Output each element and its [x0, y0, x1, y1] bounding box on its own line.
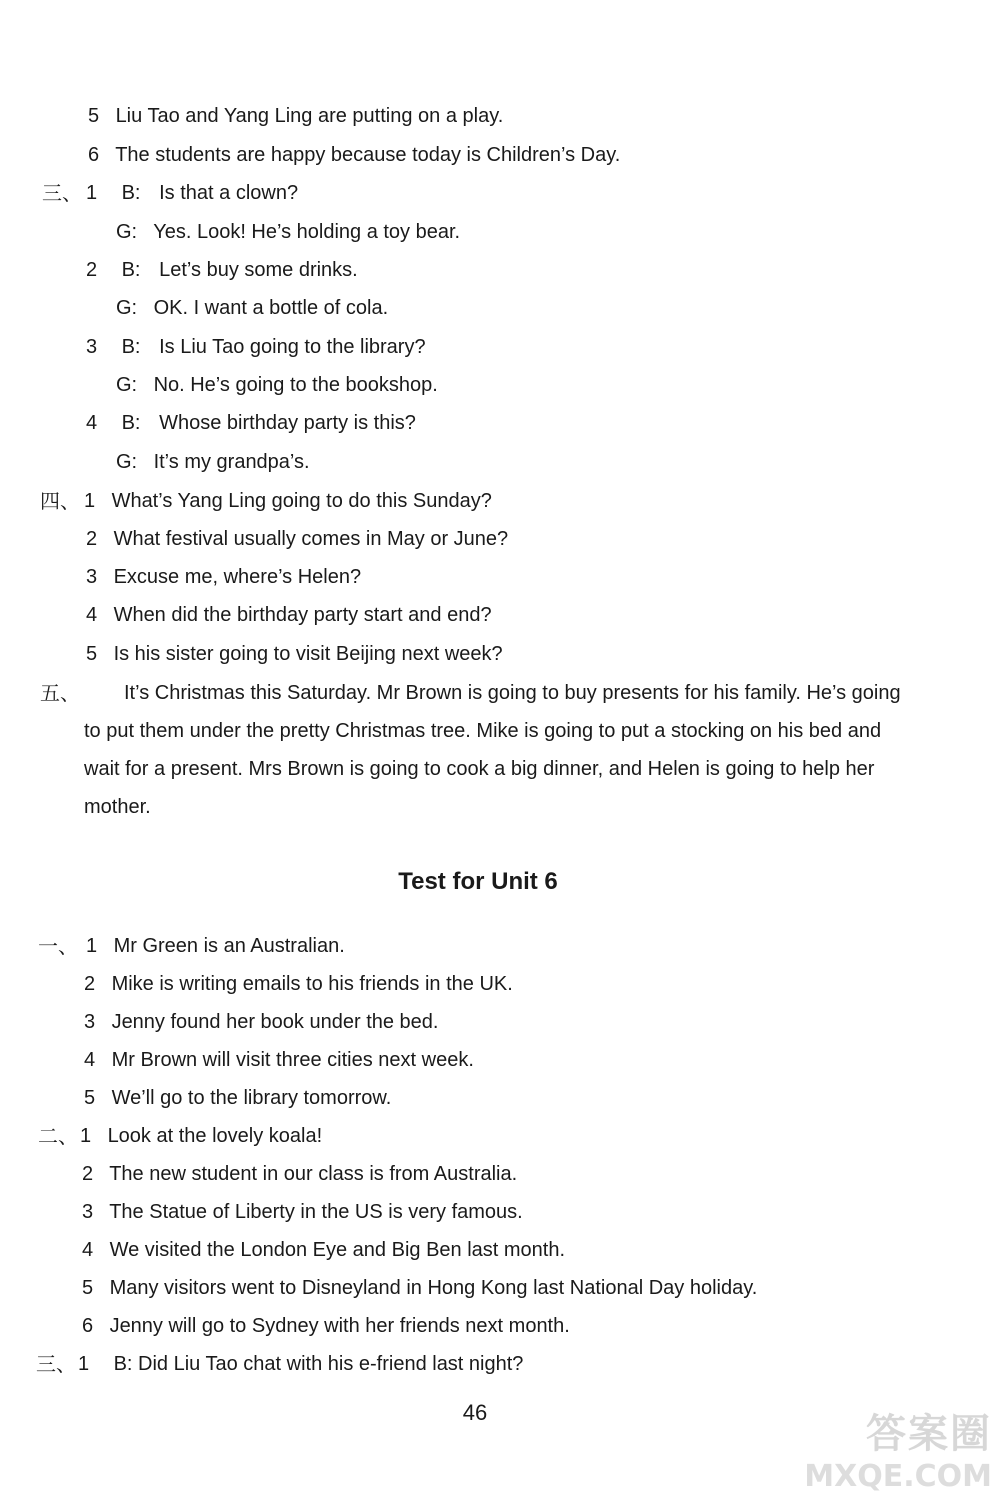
answer-text: Mr Green is an Australian.: [113, 935, 345, 957]
section-marker: 一、: [38, 934, 78, 958]
answer-text: We’ll go to the library tomorrow.: [111, 1087, 392, 1109]
item-number: 2: [84, 973, 96, 995]
speaker-label: G:: [116, 374, 138, 396]
watermark-top-text: 答案圈: [866, 1411, 992, 1457]
item-number: 4: [82, 1239, 94, 1261]
item-number: 3: [86, 566, 98, 588]
answer-line: [84, 1086, 391, 1110]
dialogue-line: [86, 181, 298, 205]
section-marker: 三、: [36, 1352, 76, 1376]
answer-text: We visited the London Eye and Big Ben last month.: [109, 1239, 566, 1261]
item-number: 6: [88, 144, 100, 166]
item-number: 4: [86, 412, 98, 434]
answer-text: The Statue of Liberty in the US is very famous.: [109, 1201, 523, 1223]
answer-text: Look at the lovely koala!: [107, 1125, 323, 1147]
item-number: 5: [88, 105, 100, 127]
item-number: 1: [84, 490, 96, 512]
dialogue-text: No. He’s going to the bookshop.: [153, 374, 438, 396]
answer-text: Liu Tao and Yang Ling are putting on a play.: [115, 105, 504, 127]
answer-line: [82, 1162, 517, 1186]
answer-line: [88, 143, 620, 167]
answer-line: [86, 603, 492, 627]
listening-paragraph: It’s Christmas this Saturday. Mr Brown is going to buy presents for his family. He’s going to put them under the pretty Christmas tree. Mike is going to put a stocking on his bed and wait for a present. Mrs Brown is going to cook a big dinner, and Helen is going to help her mother.: [84, 682, 901, 818]
dialogue-line: [116, 450, 310, 474]
answer-text: Jenny found her book under the bed.: [111, 1011, 439, 1033]
watermark-url-text: MXQE.COM: [804, 1459, 992, 1494]
dialogue-text: It’s my grandpa’s.: [153, 451, 310, 473]
answer-text: What festival usually comes in May or June?: [113, 528, 509, 550]
item-number: 1: [78, 1353, 90, 1375]
item-number: 4: [86, 604, 98, 626]
item-number: 3: [82, 1201, 94, 1223]
answer-line: [82, 1276, 757, 1300]
item-number: 3: [84, 1011, 96, 1033]
watermark-logo: [782, 1402, 992, 1494]
dialogue-text: Is that a clown?: [159, 182, 299, 204]
answer-line: [84, 489, 492, 513]
dialogue-line: [86, 258, 358, 282]
speaker-label: G:: [116, 297, 138, 319]
answer-text: What’s Yang Ling going to do this Sunday?: [111, 490, 492, 512]
item-number: 5: [82, 1277, 94, 1299]
item-number: 3: [86, 336, 98, 358]
item-number: 1: [80, 1125, 92, 1147]
speaker-label: G:: [116, 451, 138, 473]
answer-text: Is his sister going to visit Beijing next week?: [113, 643, 503, 665]
answer-line: [86, 527, 508, 551]
answer-text: Excuse me, where’s Helen?: [113, 566, 362, 588]
item-number: 2: [86, 259, 98, 281]
speaker-label: G:: [116, 221, 138, 243]
dialogue-line: [116, 220, 460, 244]
speaker-label: B:: [121, 182, 141, 204]
answer-text: When did the birthday party start and end?: [113, 604, 492, 626]
answer-line: [80, 1124, 322, 1148]
dialogue-line: [86, 411, 416, 435]
page-number: 46: [462, 1400, 488, 1425]
answer-text: Jenny will go to Sydney with her friends next month.: [109, 1315, 570, 1337]
answer-text: Mr Brown will visit three cities next week.: [111, 1049, 474, 1071]
item-number: 4: [84, 1049, 96, 1071]
dialogue-line: [86, 335, 426, 359]
speaker-label: B:: [121, 259, 141, 281]
answer-line: [84, 1048, 474, 1072]
section-marker: 四、: [40, 489, 80, 513]
answer-line: [82, 1200, 523, 1224]
item-number: 1: [86, 935, 98, 957]
answer-line: [84, 972, 513, 996]
section-marker: 二、: [38, 1124, 78, 1148]
dialogue-text: OK. I want a bottle of cola.: [153, 297, 389, 319]
dialogue-text: Is Liu Tao going to the library?: [159, 336, 426, 358]
answer-line: [82, 1238, 565, 1262]
dialogue-line: [116, 373, 438, 397]
section-marker: 三、: [42, 181, 82, 205]
speaker-label: B:: [121, 336, 141, 358]
item-number: 2: [82, 1163, 94, 1185]
item-number: 1: [86, 182, 98, 204]
answer-text: Mike is writing emails to his friends in the UK.: [111, 973, 513, 995]
answer-line: [86, 642, 503, 666]
dialogue-line: [116, 296, 388, 320]
answer-line: [84, 1010, 438, 1034]
dialogue-line: [78, 1352, 523, 1376]
answer-text: The students are happy because today is Children’s Day.: [115, 144, 621, 166]
item-number: 5: [86, 643, 98, 665]
dialogue-text: Let’s buy some drinks.: [159, 259, 358, 281]
dialogue-text: B: Did Liu Tao chat with his e-friend last night?: [113, 1353, 524, 1375]
section-marker: 五、: [40, 681, 80, 705]
answer-line: [86, 934, 345, 958]
answer-line: [86, 565, 361, 589]
answer-line: [82, 1314, 570, 1338]
speaker-label: B:: [121, 412, 141, 434]
item-number: 2: [86, 528, 98, 550]
item-number: 6: [82, 1315, 94, 1337]
dialogue-text: Whose birthday party is this?: [159, 412, 416, 434]
answer-text: Many visitors went to Disneyland in Hong Kong last National Day holiday.: [109, 1277, 758, 1299]
answer-line: [88, 104, 503, 128]
page-title: Test for Unit 6: [398, 868, 558, 895]
item-number: 5: [84, 1087, 96, 1109]
answer-text: The new student in our class is from Australia.: [109, 1163, 518, 1185]
dialogue-text: Yes. Look! He’s holding a toy bear.: [153, 221, 461, 243]
